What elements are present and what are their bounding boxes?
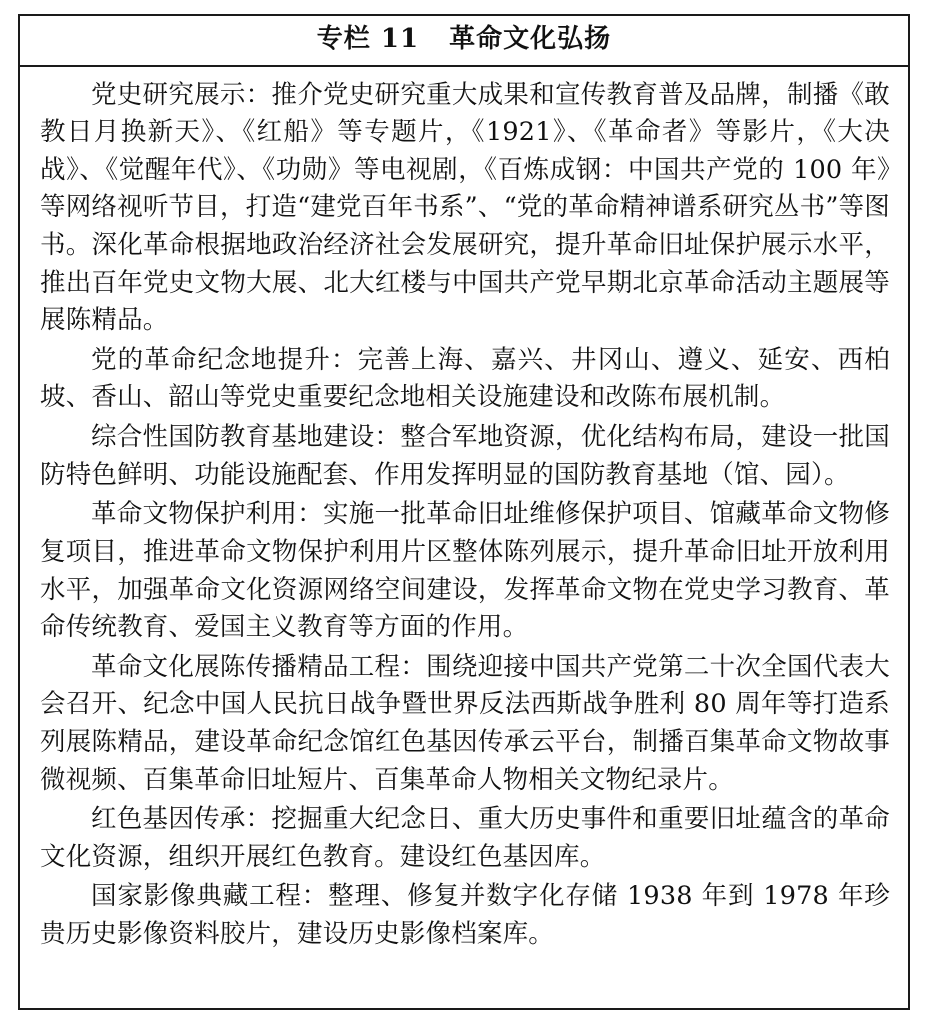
paragraph: 党史研究展示：推介党史研究重大成果和宣传教育普及品牌，制播《敢教日月换新天》、《红船》等专题片，《1921》、《革命者》等影片，《大决战》、《觉醒年代》、《功勋》等电视剧，《百炼成钢：中国共产党的 100 年》等网络视听节目，打造“建党百年书系”、“党的革命精神谱系研究丛书”等图书。深化革命根据地政治经济社会发展研究，提升革命旧址保护展示水平，推出百年党史文物大展、北大红楼与中国共产党早期北京革命活动主题展等展陈精品。 bbox=[40, 79, 890, 336]
box-body bbox=[20, 67, 908, 1008]
paragraph: 革命文物保护利用：实施一批革命旧址维修保护项目、馆藏革命文物修复项目，推进革命文物保护利用片区整体陈列展示，提升革命旧址开放利用水平，加强革命文化资源网络空间建设，发挥革命文物在党史学习教育、革命传统教育、爱国主义教育等方面的作用。 bbox=[40, 499, 890, 643]
feature-box bbox=[18, 14, 910, 1010]
paragraph: 党的革命纪念地提升：完善上海、嘉兴、井冈山、遵义、延安、西柏坡、香山、韶山等党史重要纪念地相关设施建设和改陈布展机制。 bbox=[40, 344, 890, 413]
box-title: 专栏 11 革命文化弘扬 bbox=[20, 16, 908, 67]
paragraph: 综合性国防教育基地建设：整合军地资源，优化结构布局，建设一批国防特色鲜明、功能设施配套、作用发挥明显的国防教育基地（馆、园）。 bbox=[40, 422, 890, 490]
paragraph: 红色基因传承：挖掘重大纪念日、重大历史事件和重要旧址蕴含的革命文化资源，组织开展红色教育。建设红色基因库。 bbox=[40, 804, 890, 872]
paragraph: 革命文化展陈传播精品工程：围绕迎接中国共产党第二十次全国代表大会召开、纪念中国人民抗日战争暨世界反法西斯战争胜利 80 周年等打造系列展陈精品，建设革命纪念馆红色基因传承云平台，制播百集革命文物故事微视频、百集革命旧址短片、百集革命人物相关文物纪录片。 bbox=[40, 651, 890, 795]
paragraph: 国家影像典藏工程：整理、修复并数字化存储 1938 年到 1978 年珍贵历史影像资料胶片，建设历史影像档案库。 bbox=[40, 881, 890, 949]
